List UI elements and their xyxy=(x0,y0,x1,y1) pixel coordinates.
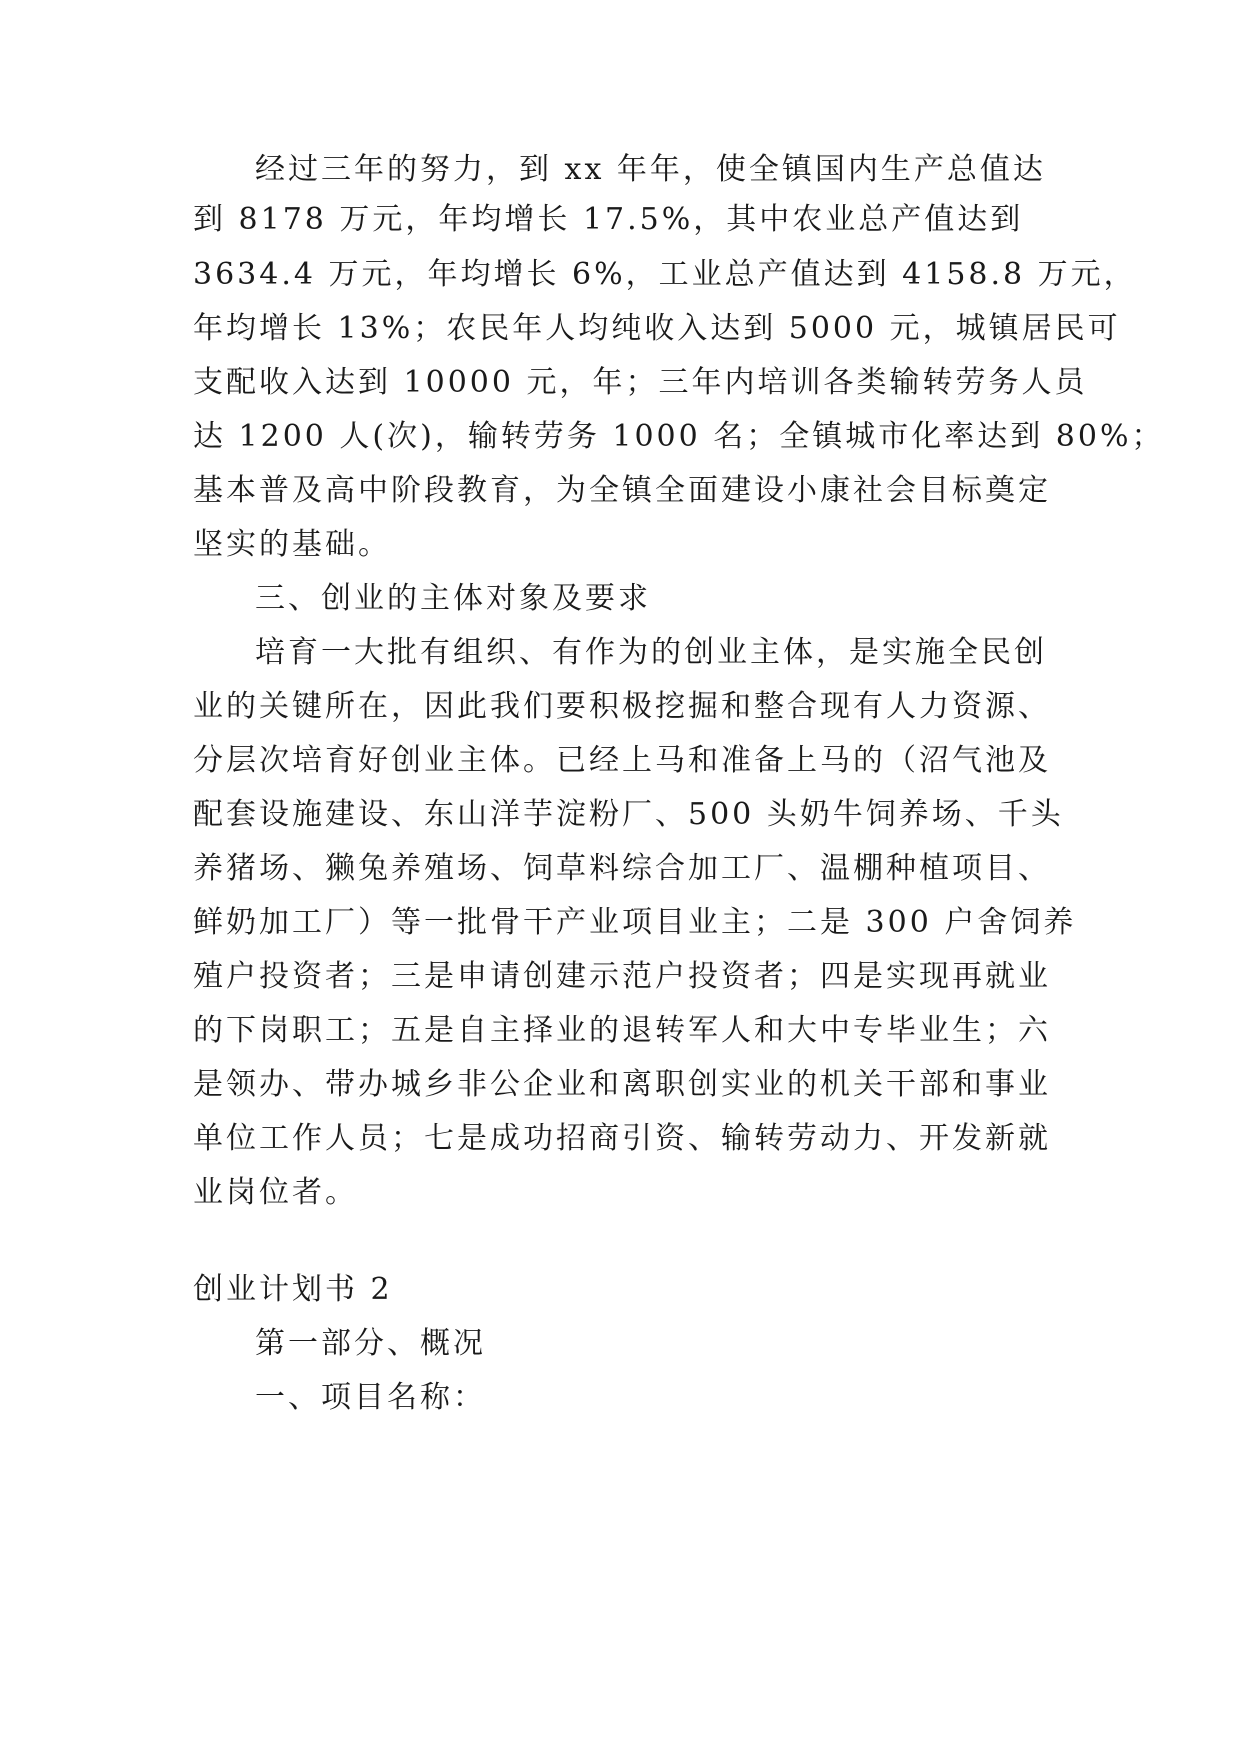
paragraph-line: 培育一大批有组织、有作为的创业主体，是实施全民创 xyxy=(255,635,1047,670)
paragraph-line: 养猪场、獭兔养殖场、饲草料综合加工厂、温棚种植项目、 xyxy=(193,851,1051,886)
paragraph-line: 的下岗职工；五是自主择业的退转军人和大中专毕业生；六 xyxy=(193,1013,1051,1048)
paragraph-line: 坚实的基础。 xyxy=(193,527,391,562)
part-title: 第一部分、概况 xyxy=(255,1326,486,1361)
paragraph-line: 年均增长 13%；农民年人均纯收入达到 5000 元，城镇居民可 xyxy=(193,311,1121,346)
paragraph-line: 单位工作人员；七是成功招商引资、输转劳动力、开发新就 xyxy=(193,1121,1051,1156)
paragraph-line: 到 8178 万元，年均增长 17.5%，其中农业总产值达到 xyxy=(193,202,1024,237)
paragraph-line: 经过三年的努力，到 xx 年年，使全镇国内生产总值达 xyxy=(255,152,1046,187)
paragraph-line: 是领办、带办城乡非公企业和离职创实业的机关干部和事业 xyxy=(193,1067,1051,1102)
paragraph-line: 鲜奶加工厂）等一批骨干产业项目业主；二是 300 户舍饲养 xyxy=(193,905,1077,940)
paragraph-line: 支配收入达到 10000 元，年；三年内培训各类输转劳务人员 xyxy=(193,365,1088,400)
item-title: 一、项目名称： xyxy=(255,1380,486,1415)
paragraph-line: 殖户投资者；三是申请创建示范户投资者；四是实现再就业 xyxy=(193,959,1051,994)
section-heading: 三、创业的主体对象及要求 xyxy=(255,581,651,616)
paragraph-line: 业的关键所在，因此我们要积极挖掘和整合现有人力资源、 xyxy=(193,689,1051,724)
paragraph-line: 基本普及高中阶段教育，为全镇全面建设小康社会目标奠定 xyxy=(193,473,1051,508)
paragraph-line: 配套设施建设、东山洋芋淀粉厂、500 头奶牛饲养场、千头 xyxy=(193,797,1064,832)
paragraph-line: 达 1200 人(次)，输转劳务 1000 名；全镇城市化率达到 80%； xyxy=(193,419,1165,454)
section-title: 创业计划书 2 xyxy=(193,1272,393,1307)
paragraph-line: 业岗位者。 xyxy=(193,1175,358,1210)
paragraph-line: 3634.4 万元，年均增长 6%，工业总产值达到 4158.8 万元， xyxy=(193,257,1137,292)
paragraph-line: 分层次培育好创业主体。已经上马和准备上马的（沼气池及 xyxy=(193,743,1051,778)
